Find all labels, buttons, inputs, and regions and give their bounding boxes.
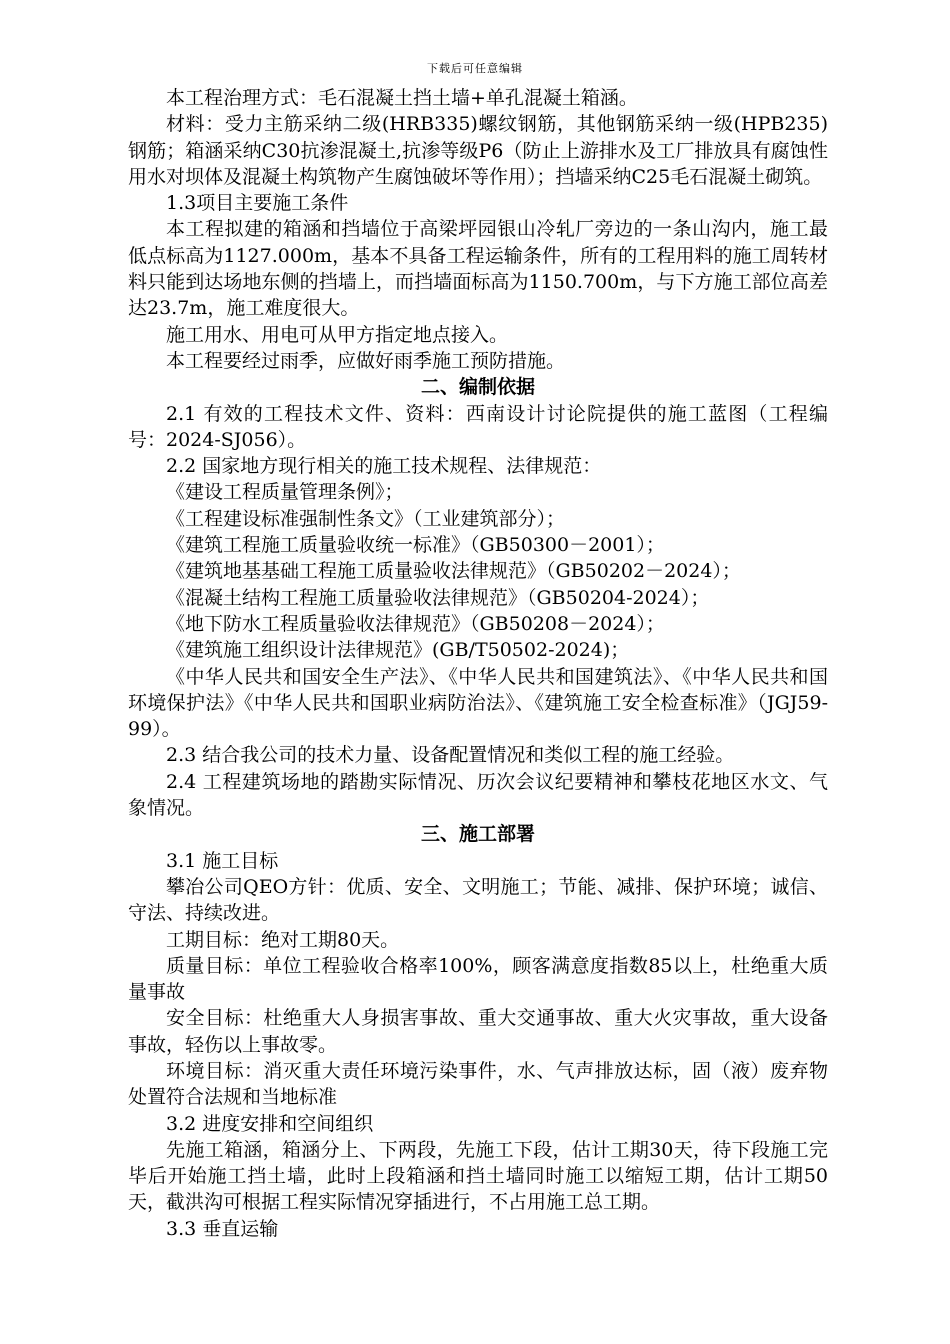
- section-heading-2: 二、编制依据: [420, 376, 535, 399]
- document-body: [128, 85, 828, 1242]
- paragraph: 3.1 施工目标: [166, 849, 279, 872]
- paragraph: 本工程治理方式：毛石混凝土挡土墙+单孔混凝土箱涵。: [166, 87, 638, 109]
- paragraph: 材料：受力主筋采纳二级(HRB335)螺纹钢筋，其他钢筋采纳一级(HPB235)钢筋；箱涵采纳C30抗渗混凝土,抗渗等级P6（防止上游排水及工厂排放具有腐蚀性用水对坝体及混凝土构筑物产生腐蚀破坏等作用）；挡墙采纳C25毛石混凝土砌筑。: [128, 113, 828, 188]
- paragraph: 1.3项目主要施工条件: [166, 192, 349, 215]
- paragraph: 《建筑地基基础工程施工质量验收法律规范》（GB50202－2024）；: [166, 560, 741, 583]
- paragraph: 3.2 进度安排和空间组织: [166, 1112, 374, 1135]
- paragraph: 本工程要经过雨季，应做好雨季施工预防措施。: [166, 349, 566, 372]
- paragraph: 《地下防水工程质量验收法律规范》（GB50208－2024）；: [166, 612, 665, 635]
- paragraph: 《混凝土结构工程施工质量验收法律规范》（GB50204-2024）；: [166, 586, 710, 609]
- paragraph: 本工程拟建的箱涵和挡墙位于高梁坪园银山冷轧厂旁边的一条山沟内，施工最低点标高为1127.000m，基本不具备工程运输条件，所有的工程用料的施工周转材料只能到达场地东侧的挡墙上，而挡墙面标高为1150.700m，与下方施工部位高差达23.7m，施工难度很大。: [128, 218, 828, 320]
- paragraph: 攀冶公司QEO方针：优质、安全、文明施工；节能、减排、保护环境；诚信、守法、持续改进。: [128, 875, 828, 925]
- page-header-note: 下载后可任意编辑: [427, 62, 523, 75]
- paragraph: 安全目标：杜绝重大人身损害事故、重大交通事故、重大火灾事故，重大设备事故，轻伤以上事故零。: [128, 1007, 828, 1056]
- paragraph: 环境目标：消灭重大责任环境污染事件，水、气声排放达标，固（液）废弃物处置符合法规和当地标准: [128, 1059, 828, 1109]
- paragraph: 2.3 结合我公司的技术力量、设备配置情况和类似工程的施工经验。: [166, 744, 735, 767]
- paragraph: 《工程建设标准强制性条文》（工业建筑部分）；: [166, 507, 566, 530]
- paragraph: 《建筑工程施工质量验收统一标准》（GB50300－2001）；: [166, 534, 665, 557]
- paragraph: 3.3 垂直运输: [166, 1217, 279, 1240]
- paragraph: 工期目标：绝对工期80天。: [166, 928, 400, 951]
- paragraph: 《建设工程质量管理条例》；: [166, 481, 404, 504]
- paragraph: 质量目标：单位工程验收合格率100%，顾客满意度指数85以上，杜绝重大质量事故: [128, 954, 828, 1004]
- paragraph: 2.4 工程建筑场地的踏勘实际情况、历次会议纪要精神和攀枝花地区水文、气象情况。: [128, 770, 828, 820]
- section-heading-3: 三、施工部署: [420, 823, 535, 846]
- paragraph: 2.2 国家地方现行相关的施工技术规程、法律规范：: [166, 455, 602, 478]
- paragraph: 2.1 有效的工程技术文件、资料：西南设计讨论院提供的施工蓝图（工程编号：2024-SJ056）。: [128, 402, 828, 451]
- paragraph: 《中华人民共和国安全生产法》、《中华人民共和国建筑法》、《中华人民共和国环境保护法》《中华人民共和国职业病防治法》、《建筑施工安全检查标准》（JGJ59-99）。: [128, 665, 828, 741]
- paragraph: 施工用水、用电可从甲方指定地点接入。: [166, 323, 509, 346]
- paragraph: 《建筑施工组织设计法律规范》(GB/T50502-2024)；: [166, 639, 630, 662]
- paragraph: 先施工箱涵，箱涵分上、下两段，先施工下段，估计工期30天，待下段施工完毕后开始施工挡土墙，此时上段箱涵和挡土墙同时施工以缩短工期，估计工期50天，截洪沟可根据工程实际情况穿插进行，不占用施工总工期。: [128, 1138, 828, 1214]
